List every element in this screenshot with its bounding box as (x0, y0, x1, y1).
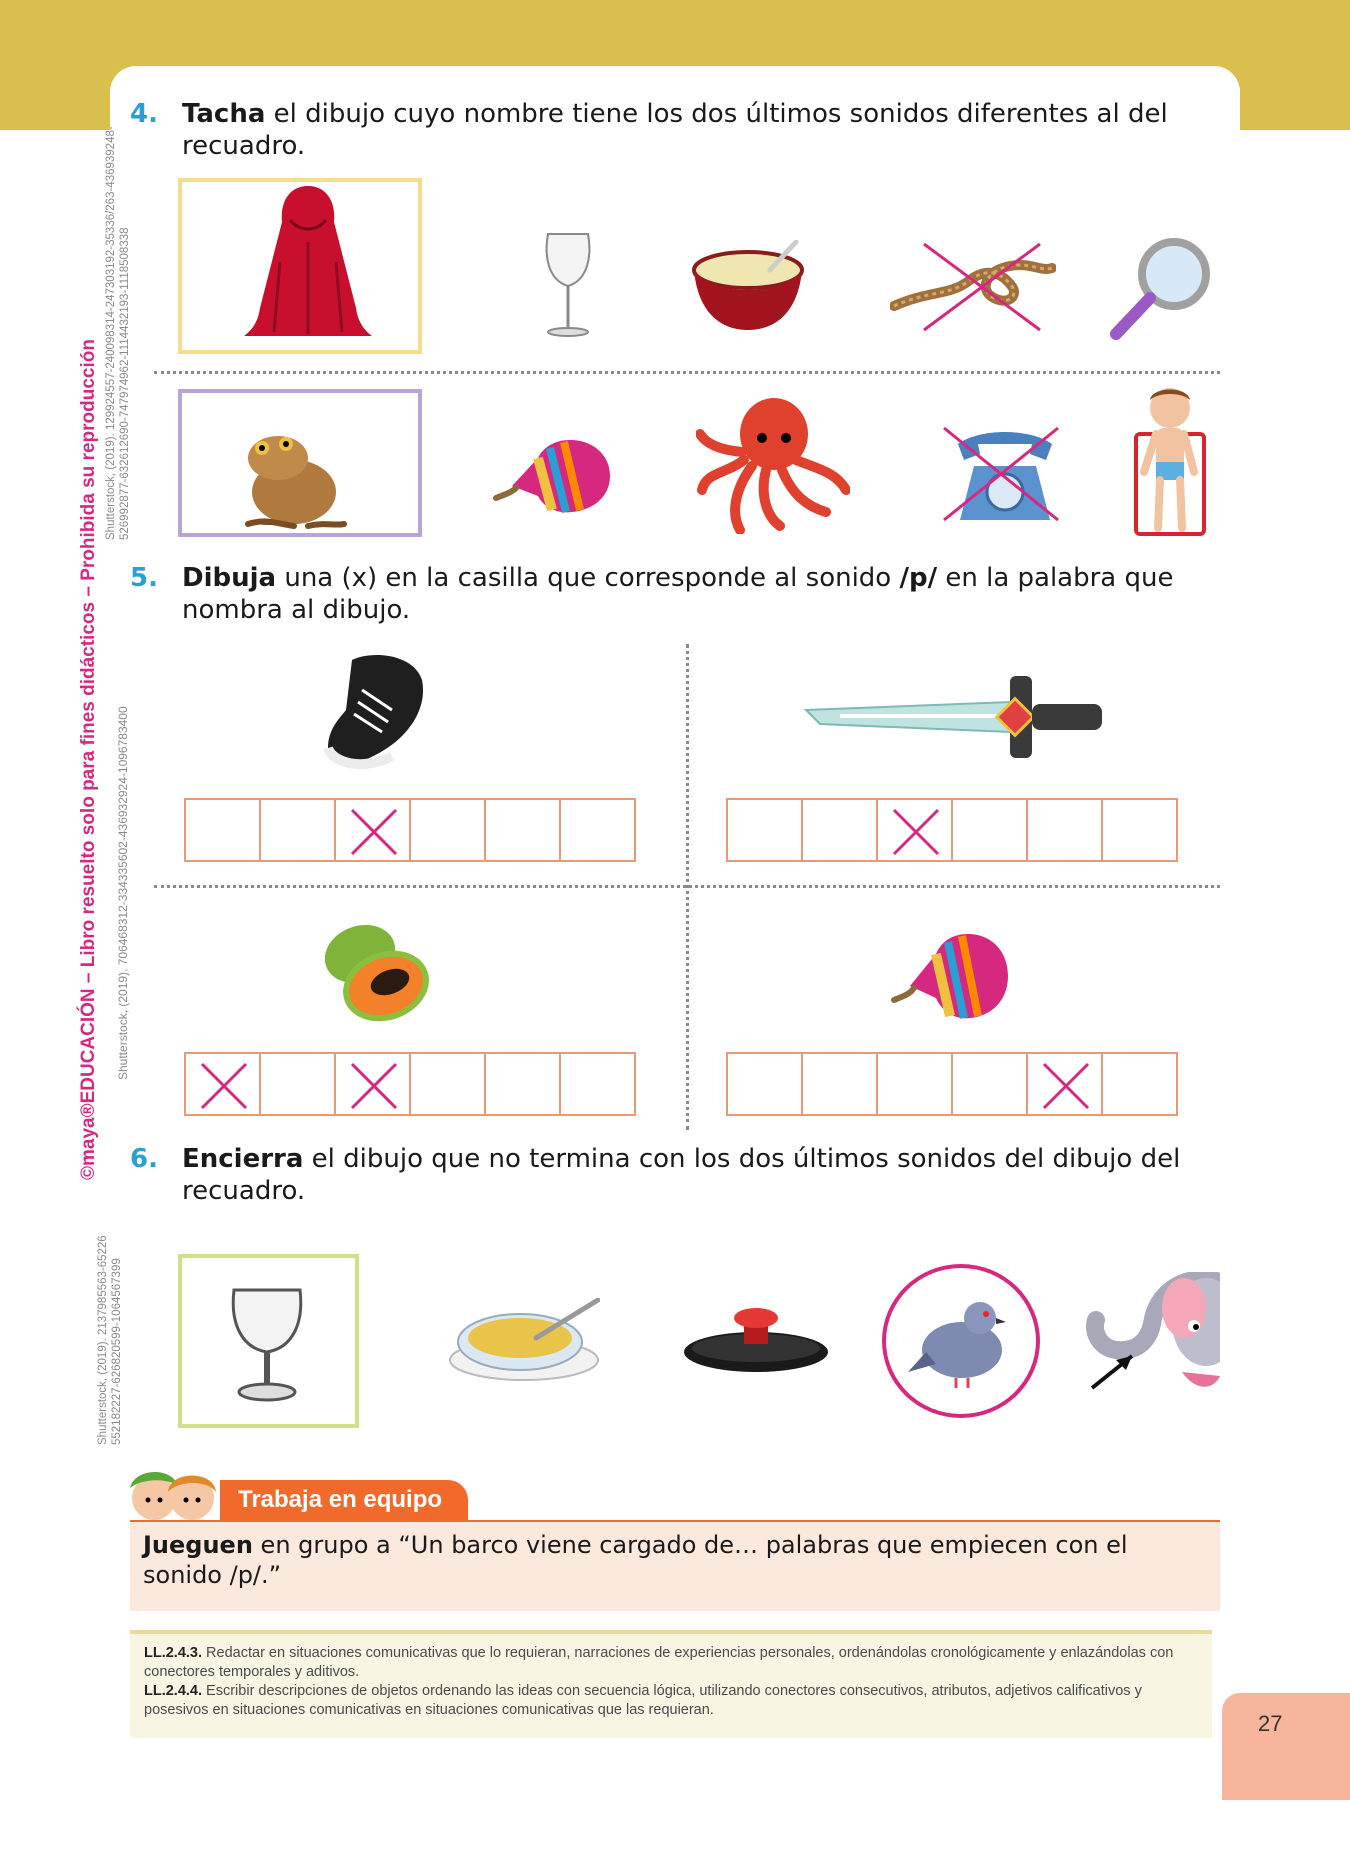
goblet-icon (226, 1286, 308, 1406)
question-number: 4. (130, 99, 158, 129)
letter-cell[interactable] (559, 798, 636, 862)
letter-cell[interactable] (951, 1052, 1028, 1116)
letter-cell[interactable] (1101, 798, 1178, 862)
letter-cell[interactable] (801, 798, 878, 862)
copyright-notice: ©maya®EDUCACIÓN – Libro resuelto solo para fines didácticos – Prohibida su reproducción (78, 339, 99, 1180)
spinning-top-icon (492, 436, 620, 516)
letter-cell[interactable] (1101, 1052, 1178, 1116)
x-mark (892, 808, 940, 856)
boy-icon (1136, 382, 1204, 534)
letter-cell[interactable] (409, 798, 486, 862)
divider (154, 885, 1220, 888)
letter-cell[interactable] (951, 798, 1028, 862)
red-cape-icon (240, 182, 376, 344)
magnifying-glass-icon (1106, 234, 1216, 342)
x-mark (350, 808, 398, 856)
letter-boxes (726, 1052, 1178, 1116)
toad-icon (238, 428, 348, 532)
question-text: Dibuja una (x) en la casilla que corresponde al sonido /p/ en la palabra que nombra al dibujo. (182, 563, 1174, 625)
question-number: 5. (130, 563, 158, 593)
letter-cell[interactable] (259, 798, 336, 862)
pigeon-icon (906, 1290, 1010, 1390)
letter-cell[interactable] (484, 1052, 561, 1116)
letter-boxes (184, 798, 636, 862)
letter-cell[interactable] (484, 798, 561, 862)
papaya-icon (320, 918, 434, 1030)
letter-cell[interactable] (1026, 1052, 1103, 1116)
team-text: Jueguen en grupo a “Un barco viene cargado de… palabras que empiecen con el sonido /p/.” (143, 1531, 1128, 1589)
octopus-icon (696, 394, 850, 534)
elephant-icon (1086, 1272, 1220, 1408)
sword-icon (800, 672, 1106, 762)
question-text: Tacha el dibujo cuyo nombre tiene los dos últimos sonidos diferentes al del recuadro. (182, 99, 1168, 161)
letter-boxes (184, 1052, 636, 1116)
question-number: 6. (130, 1144, 158, 1174)
letter-cell[interactable] (184, 798, 261, 862)
team-heading: Trabaja en equipo (220, 1480, 468, 1520)
shoe-icon (322, 650, 428, 778)
page-number: 27 (1222, 1693, 1350, 1800)
wine-glass-icon (540, 228, 596, 340)
skills-footer (130, 1630, 1212, 1738)
letter-cell[interactable] (334, 1052, 411, 1116)
skill-item: LL.2.4.4. Escribir descripciones de objetos ordenando las ideas con secuencia lógica, utilizando conectores consecutivos, atributos, adjetivos calificativos y posesivos en situaciones comunicativas en situaciones comunicativas que las requieran. (144, 1683, 1142, 1718)
letter-cell[interactable] (559, 1052, 636, 1116)
divider (130, 1520, 1220, 1522)
letter-cell[interactable] (726, 798, 803, 862)
letter-cell[interactable] (876, 1052, 953, 1116)
x-mark (200, 1062, 248, 1110)
image-credit: Shutterstock, (2019). 706468312-334335602-436932924-1096783400 (116, 706, 130, 1080)
letter-cell[interactable] (184, 1052, 261, 1116)
divider (154, 371, 1220, 374)
letter-cell[interactable] (334, 798, 411, 862)
letter-cell[interactable] (801, 1052, 878, 1116)
letter-cell[interactable] (259, 1052, 336, 1116)
skill-item: LL.2.4.3. Redactar en situaciones comunicativas que lo requieran, narraciones de experiencias personales, ordenándolas cronológicamente y enlazándolas con conectores temporales y aditivos. (144, 1645, 1174, 1680)
question-text: Encierra el dibujo que no termina con los dos últimos sonidos del dibujo del recuadro. (182, 1144, 1181, 1206)
cross-mark (920, 240, 1044, 334)
x-mark (1042, 1062, 1090, 1110)
image-credit: Shutterstock, (2019). 2137985563-65226 552182227-626820599-1064567399 (97, 1235, 123, 1445)
cross-mark (940, 424, 1062, 524)
image-credit: Shutterstock, (2019). 129924557-240098314-247303192-35336/263-436939248- 526992877-632612690-747974962-1114432193-1118508338 (105, 126, 131, 540)
spinning-top-icon (890, 928, 1018, 1024)
soup-bowl-icon (692, 240, 806, 340)
letter-cell[interactable] (876, 798, 953, 862)
pot-lid-icon (682, 1302, 830, 1374)
soup-plate-icon (448, 1298, 600, 1384)
x-mark (350, 1062, 398, 1110)
letter-cell[interactable] (409, 1052, 486, 1116)
letter-boxes (726, 798, 1178, 862)
kids-icon (112, 1460, 230, 1528)
letter-cell[interactable] (1026, 798, 1103, 862)
letter-cell[interactable] (726, 1052, 803, 1116)
